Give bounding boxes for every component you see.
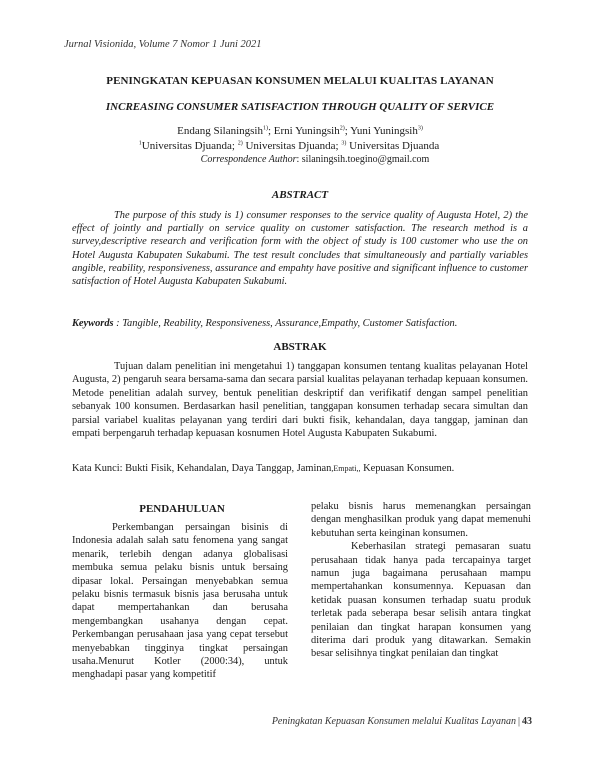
- page-number: 43: [522, 716, 532, 727]
- paragraph: pelaku bisnis harus memenangkan persaingan dengan menghasilkan produk yang dapat memenuhi kebutuhan serta keinginan konsumen.: [311, 501, 531, 539]
- abstrak-body: Tujuan dalam penelitian ini mengetahui 1) tanggapan konsumen tentang kualitas pelayanan Hotel Augusta, 2) pengaruh seara bersama-sama dan secara parsial kualitas pelayanan terhadap kepuaan konsumen. Metode penelitian adalah survey, bentuk penelitian deskriptif dan verifikatif dengan sampel penelitian sebanyak 100 konsumen. Berdasarkan hasil penelitian, tanggapan konsumen terhadap secara simultan dan parsial variabel kualitas pelayanan yang terdiri dari bukti fisik, kehandalan, daya tanggap, jaminan dan empati berpengaruh terhadap kepuasan kosnumen Hotel Augusta Kabupaten Sukabumi.: [72, 361, 528, 440]
- author-name: Endang Silaningsih: [177, 125, 263, 137]
- abstract-heading: ABSTRACT: [271, 189, 329, 201]
- kata-kunci-line: [72, 463, 532, 474]
- affiliation-list: [0, 140, 600, 152]
- abstrak-heading: ABSTRAK: [273, 341, 327, 353]
- footer-separator: |: [517, 716, 520, 727]
- pendahuluan-heading: PENDAHULUAN: [139, 503, 225, 515]
- right-column: [311, 500, 531, 661]
- affiliation-name: Universitas Djuanda;: [141, 140, 235, 152]
- keywords-line: [72, 318, 532, 329]
- correspondence-label: Correspondence Author: [200, 154, 297, 165]
- keywords-values: : Tangible, Reability, Responsiveness, Assurance,Empathy, Customer Satisfaction.: [113, 318, 458, 329]
- left-column: [72, 521, 288, 682]
- affiliation-name: Universitas Djuanda: [349, 140, 440, 152]
- author-name: Erni Yuningsih: [273, 125, 340, 137]
- affiliation-sup: 1: [138, 140, 142, 147]
- abstract-body: The purpose of this study is 1) consumer responses to the service quality of Augusta Hotel, 2) the effect of jointly and partially on service quality on customer satisfaction. The research method is a survey,descriptive research and verification form with the object of study is 100 customer who use the on Hotel Augusta Kabupaten Sukabumi. The test result concludes that simultaneously and partially variables angible, reability, responsiveness, assurance and empahty have positive and significant influence to customer satisfaction of Hotel Augusta Kabupaten Sukabumi.: [72, 210, 528, 288]
- running-title: Peningkatan Kepuasan Konsumen melalui Kualitas Layanan: [271, 716, 516, 727]
- kata-kunci-small: ,Empati,,: [331, 464, 361, 473]
- kata-kunci-end: Kepuasan Konsumen.: [360, 463, 455, 474]
- paragraph: Perkembangan persaingan bisinis di Indonesia adalah salah satu fenomena yang sangat menarik, terlebih dengan adanya globalisasi membuka semua pelaku bisnis untuk bersaing dipasar lokal. Persaingan menyebabkan semua pelaku bisnis termasuk bisnis jasa berusaha untuk dapat mempertahankan dan berusaha mengembangkan usahanya dengan cepat. Perkembangan perusahaan jasa yang cepat tersebut menyebabkan tingginya tingkat persaingan usaha.Menurut Kotler (2000:34), untuk menghadapi pasar yang kompetitif: [72, 522, 288, 681]
- page-footer: [230, 716, 532, 727]
- author-list: Endang Silaningsih$^{1)}$; Erni Yuningsih$^{2)}$; Yuni Yuningsih$^{3)}$: [177, 125, 423, 137]
- affiliation-sup: 2): [237, 140, 243, 147]
- affiliation-name: Universitas Djuanda;: [245, 140, 339, 152]
- author-sup: 3): [417, 125, 423, 132]
- paragraph: Keberhasilan strategi pemasaran suatu perusahaan tidak hanya pada tercapainya target namun juga bagaimana perusahaan mampu mempertahankan konsumennya. Kepuasan dan ketidak puasan konsumen terhadap suatu produk terletak pada seberapa besar selisih antara tingkat penilaian dan tingkat harapan konsumen yang diterima dari produk yang ditawarkan. Semakin besar selisihnya tingkat penilaian dan tingkat: [311, 541, 531, 660]
- affiliation-sup: 3): [341, 140, 347, 147]
- correspondence-line: [0, 154, 600, 165]
- author-name: Yuni Yuningsih: [350, 125, 418, 137]
- kata-kunci-start: Kata Kunci: Bukti Fisik, Kehandalan, Daya Tanggap, Jaminan: [72, 463, 332, 474]
- keywords-label: Keywords: [72, 318, 114, 329]
- correspondence-email[interactable]: : silaningsih.toegino@gmail.com: [296, 154, 430, 165]
- author-sup: 1): [262, 125, 268, 132]
- paper-title: PENINGKATAN KEPUASAN KONSUMEN MELALUI KUALITAS LAYANAN: [106, 75, 494, 87]
- author-sup: 2): [339, 125, 345, 132]
- paper-subtitle-english: INCREASING CONSUMER SATISFACTION THROUGH QUALITY OF SERVICE: [105, 101, 495, 113]
- journal-header: Jurnal Visionida, Volume 7 Nomor 1 Juni 2021: [64, 39, 262, 50]
